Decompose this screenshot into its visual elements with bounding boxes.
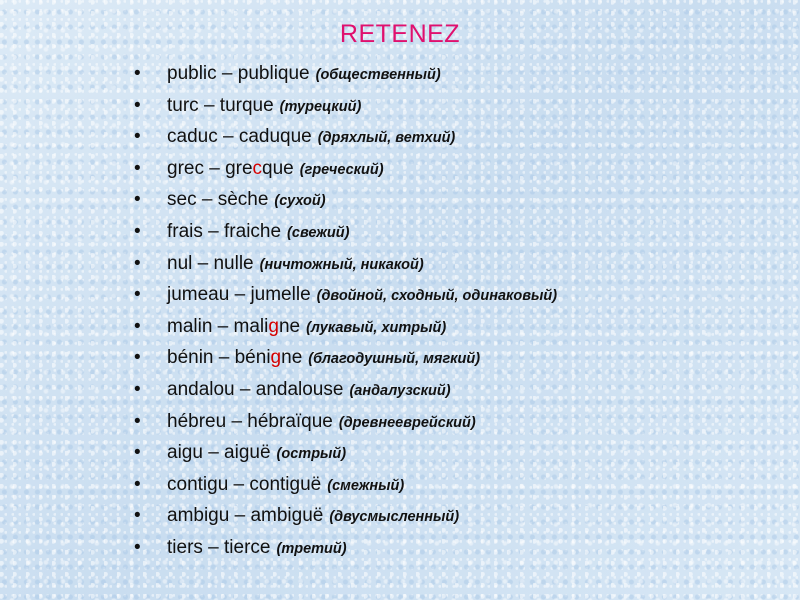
list-item bbox=[134, 471, 557, 503]
bullet: • bbox=[134, 63, 141, 84]
bullet: • bbox=[134, 347, 141, 369]
translation: (ничтожный, никакой) bbox=[259, 256, 424, 273]
word-pair: sec – sèche bbox=[167, 189, 269, 211]
list-item bbox=[134, 123, 557, 155]
translation: (дряхлый, ветхий) bbox=[317, 130, 456, 147]
translation: (свежий) bbox=[287, 224, 350, 241]
list-item bbox=[134, 344, 557, 376]
translation: (сухой) bbox=[274, 193, 326, 210]
bullet: • bbox=[134, 442, 141, 464]
word-pair: turc – turque bbox=[167, 94, 274, 116]
list-item bbox=[134, 439, 557, 471]
word-pair: malin – maligne bbox=[167, 315, 301, 337]
list-item bbox=[134, 92, 557, 124]
translation: (греческий) bbox=[299, 161, 384, 178]
word-pair: aigu – aiguë bbox=[167, 442, 271, 464]
bullet: • bbox=[134, 189, 141, 211]
word-pair: andalou – andalouse bbox=[167, 378, 344, 400]
word-pair: hébreu – hébraïque bbox=[167, 410, 333, 432]
list-item bbox=[134, 408, 557, 440]
list-item bbox=[134, 281, 557, 313]
bullet: • bbox=[134, 126, 141, 148]
word-pair: ambigu – ambiguë bbox=[167, 505, 324, 527]
translation: (смежный) bbox=[327, 477, 405, 494]
translation: (острый) bbox=[276, 446, 347, 463]
word-pair: public – publique bbox=[167, 63, 310, 84]
translation: (древнееврейский) bbox=[338, 414, 476, 431]
bullet: • bbox=[134, 284, 141, 306]
list-item bbox=[134, 60, 557, 92]
word-list bbox=[134, 60, 557, 566]
translation: (третий) bbox=[276, 540, 347, 557]
translation: (общественный) bbox=[315, 67, 441, 83]
word-pair: nul – nulle bbox=[167, 252, 254, 274]
word-pair: contigu – contiguë bbox=[167, 473, 322, 495]
bullet: • bbox=[134, 410, 141, 432]
highlight-letter: c bbox=[252, 157, 263, 179]
translation: (двусмысленный) bbox=[329, 509, 460, 526]
bullet: • bbox=[134, 378, 141, 400]
bullet: • bbox=[134, 94, 141, 116]
word-pair: grec – grecque bbox=[167, 157, 294, 179]
list-item bbox=[134, 250, 557, 282]
slide-title: RETENEZ bbox=[339, 20, 461, 48]
list-item bbox=[134, 534, 557, 566]
word-pair: caduc – caduque bbox=[167, 126, 312, 148]
bullet: • bbox=[134, 505, 141, 527]
list-item bbox=[134, 155, 557, 187]
list-item bbox=[134, 218, 557, 250]
translation: (лукавый, хитрый) bbox=[306, 319, 447, 336]
bullet: • bbox=[134, 536, 141, 558]
translation: (благодушный, мягкий) bbox=[308, 351, 481, 368]
word-pair: tiers – tierce bbox=[167, 536, 271, 558]
highlight-letter: g bbox=[270, 347, 282, 369]
translation: (андалузский) bbox=[349, 382, 451, 399]
list-item bbox=[134, 186, 557, 218]
word-pair: bénin – bénigne bbox=[167, 347, 303, 369]
bullet: • bbox=[134, 252, 141, 274]
bullet: • bbox=[134, 315, 141, 337]
word-pair: jumeau – jumelle bbox=[167, 284, 311, 306]
word-pair: frais – fraiche bbox=[167, 220, 282, 242]
translation: (турецкий) bbox=[279, 98, 362, 115]
list-item bbox=[134, 502, 557, 534]
highlight-letter: g bbox=[268, 315, 279, 337]
translation: (двойной, сходный, одинаковый) bbox=[316, 288, 558, 305]
list-item bbox=[134, 313, 557, 345]
bullet: • bbox=[134, 157, 141, 179]
bullet: • bbox=[134, 473, 141, 495]
list-item bbox=[134, 376, 557, 408]
bullet: • bbox=[134, 220, 141, 242]
